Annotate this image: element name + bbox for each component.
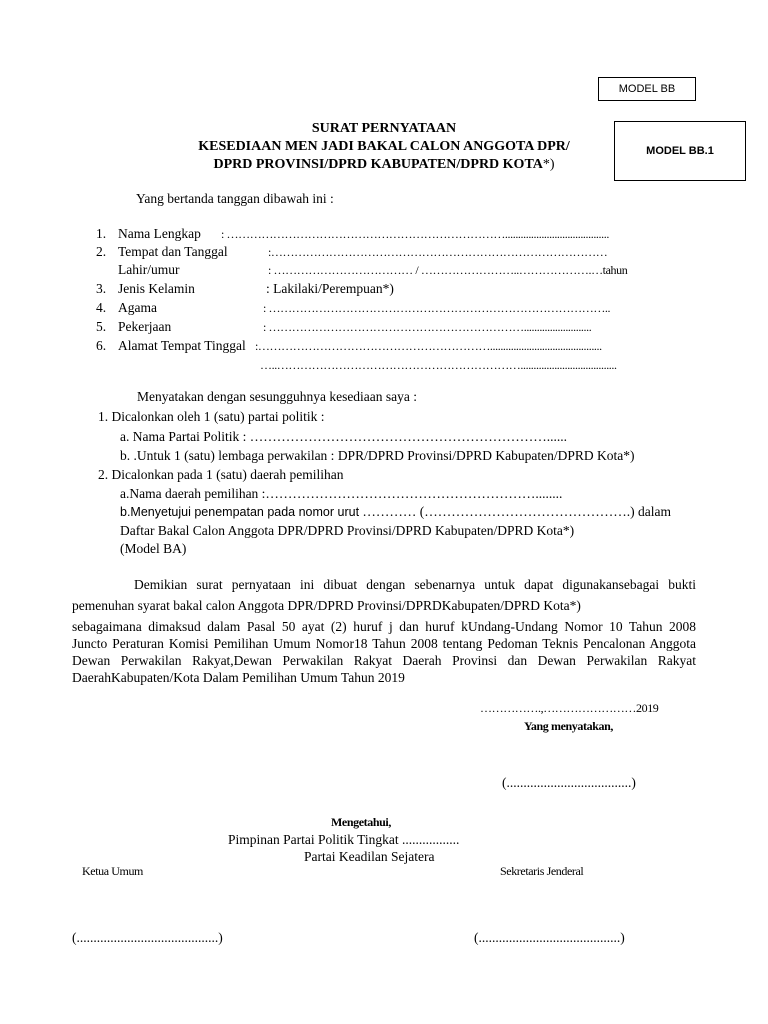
field-num: 3. <box>96 281 107 296</box>
field-label: Pekerjaan <box>118 319 172 334</box>
doc-title-line3-text: DPRD PROVINSI/DPRD KABUPATEN/DPRD KOTA <box>213 157 543 172</box>
item-2b-prefix: b.Menyetujui penempatan pada nomor urut <box>120 505 360 519</box>
closing-line: sebagaimana dimaksud dalam Pasal 50 ayat (2) huruf j dan huruf kUndang-Undang Nomor 10 Tahun 2008 <box>72 619 696 634</box>
chair-label: Ketua Umum <box>82 864 143 878</box>
field-value: :…………………………………………………………………………… <box>268 245 608 259</box>
field-label: Tempat dan Tanggal <box>118 244 228 259</box>
item-2: 2. Dicalonkan pada 1 (satu) daerah pemilihan <box>98 467 344 482</box>
field-num: 5. <box>96 319 107 334</box>
model-bb-label: MODEL BB <box>618 83 676 95</box>
chair-signature-blank: (..........................................) <box>72 930 223 945</box>
field-num: 4. <box>96 300 107 315</box>
item-2b-line1 <box>120 504 671 520</box>
declarer-signature-blank: (.....................................) <box>502 775 636 790</box>
item-1a: a. Nama Partai Politik : …………………………………………………………...... <box>120 429 567 444</box>
item-2b-line3: (Model BA) <box>120 541 187 556</box>
field-label: Lahir/umur <box>118 262 180 277</box>
item-1: 1. Dicalonkan oleh 1 (satu) partai politik : <box>98 409 325 424</box>
item-2b-line2: Daftar Bakal Calon Anggota DPR/DPRD Provinsi/DPRD Kabupaten/DPRD Kota*) <box>120 523 575 538</box>
party-name: Partai Keadilan Sejatera <box>304 849 435 864</box>
field-value: :……………………………………………………........................................... <box>255 339 602 353</box>
closing-line: Juncto Peraturan Komisi Pemilihan Umum Nomor18 Tahun 2008 tentang Pedoman Teknis Pencalonan Anggota <box>72 636 696 651</box>
signature-date: …………….,……………………2019 <box>480 701 659 715</box>
model-bb1-label: MODEL BB.1 <box>646 145 714 157</box>
statement-text: Menyatakan dengan sesungguhnya kesediaan saya : <box>137 389 418 404</box>
item-2a: a.Nama daerah pemilihan :……………………………………………………........ <box>120 486 563 501</box>
field-value: : Lakilaki/Perempuan*) <box>266 281 394 296</box>
doc-title-line3-suffix: *) <box>542 157 555 172</box>
doc-title-line1: SURAT PERNYATAAN <box>311 121 457 136</box>
closing-line: DaerahKabupaten/Kota Dalam Pemilihan Umum Tahun 2019 <box>72 670 405 685</box>
field-label: Alamat Tempat Tinggal <box>118 338 246 353</box>
declarer-label: Yang menyatakan, <box>524 719 613 733</box>
model-bb-box <box>598 77 696 101</box>
secretary-signature-blank: (..........................................) <box>474 930 625 945</box>
field-value: : ………………………………………………………….......................... <box>263 320 592 334</box>
item-2b-suffix: ………… (……………………………………….) dalam <box>359 504 672 519</box>
field-num: 6. <box>96 338 107 353</box>
intro-text: Yang bertanda tanggan dibawah ini : <box>136 191 334 206</box>
closing-line: Demikian surat pernyataan ini dibuat dengan sebenarnya untuk dapat digunakansebagai bukti <box>134 577 696 592</box>
item-1b: b. .Untuk 1 (satu) lembaga perwakilan : DPR/DPRD Provinsi/DPRD Kabupaten/DPRD Kota*) <box>120 448 635 463</box>
party-leader-label: Pimpinan Partai Politik Tingkat ................. <box>228 832 460 847</box>
doc-title-line3 <box>0 157 768 173</box>
field-label: Agama <box>118 300 157 315</box>
field-num: 2. <box>96 244 107 259</box>
field-value: : …………………………………………………………………………….. <box>263 301 611 315</box>
field-value: : ……………………………… / ……………………..……………….…tahun <box>268 263 628 277</box>
field-num: 1. <box>96 226 107 241</box>
acknowledged-label: Mengetahui, <box>331 815 391 829</box>
field-label: Nama Lengkap <box>118 226 201 241</box>
field-label: Jenis Kelamin <box>118 281 195 296</box>
field-value: …..………………………………………………………..................................... <box>260 358 617 372</box>
closing-line: Dewan Perwakilan Rakyat,Dewan Perwakilan Rakyat Daerah Provinsi dan Dewan Perwakilan Rakyat <box>72 653 696 668</box>
secretary-label: Sekretaris Jenderal <box>500 864 584 878</box>
field-value: : ………………………………………………………………........................................ <box>221 227 609 241</box>
closing-line: pemenuhan syarat bakal calon Anggota DPR/DPRD Provinsi/DPRDKabupaten/DPRD Kota*) <box>72 598 581 613</box>
doc-title-line2: KESEDIAAN MEN JADI BAKAL CALON ANGGOTA DPR/ <box>198 139 570 154</box>
